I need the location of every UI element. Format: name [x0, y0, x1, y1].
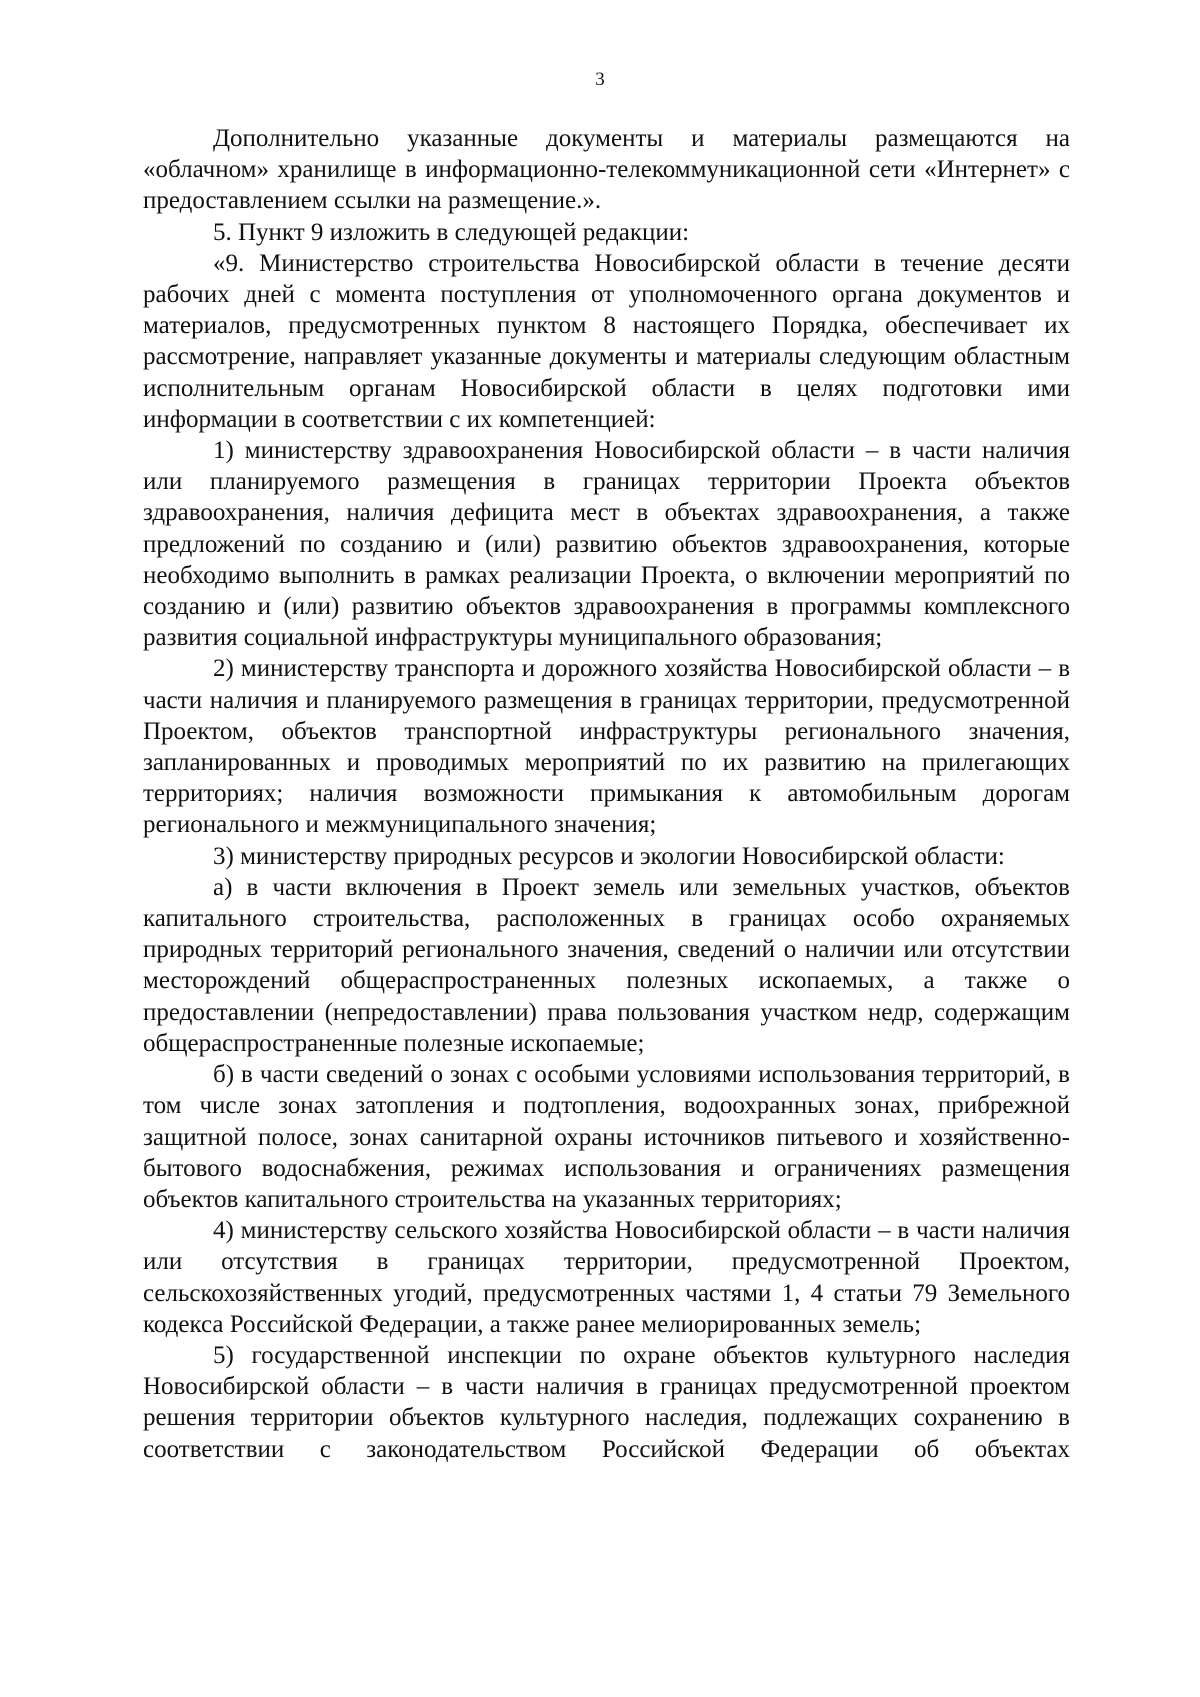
paragraph-subitem-2: 2) министерству транспорта и дорожного хозяйства Новосибирской области – в части наличия и планируемого размещения в границах территории, предусмотренной Проектом, объектов транспортной инфраструктуры регионального значения, запланированных и проводимых мероприятий по их развитию на прилегающих территориях; наличия возможности примыкания к автомобильным дорогам регионального и межмуниципального значения;	[143, 655, 1070, 839]
paragraph-additional-materials: Дополнительно указанные документы и материалы размещаются на «облачном» хранилище в информационно-телекоммуникационной сети «Интернет» с предоставлением ссылки на размещение.».	[143, 125, 1070, 215]
paragraph-clause-9: «9. Министерство строительства Новосибирской области в течение десяти рабочих дней с момента поступления от уполномоченного органа документов и материалов, предусмотренных пунктом 8 настоящего Порядка, обеспечивает их рассмотрение, направляет указанные документы и материалы следующим областным исполнительным органам Новосибирской области в целях подготовки ими информации в соответствии с их компетенцией:	[143, 249, 1070, 433]
paragraph-subitem-4: 4) министерству сельского хозяйства Новосибирской области – в части наличия или отсутствия в границах территории, предусмотренной Проектом, сельскохозяйственных угодий, предусмотренных частями 1, 4 статьи 79 Земельного кодекса Российской Федерации, а также ранее мелиорированных земель;	[143, 1217, 1070, 1338]
page-number: 3	[595, 69, 605, 90]
paragraph-subitem-3a: а) в части включения в Проект земель или земельных участков, объектов капитального строительства, расположенных в границах особо охраняемых природных территорий регионального значения, сведений о наличии или отсутствии месторождений общераспространенных полезных ископаемых, а также о предоставлении (непредоставлении) права пользования участком недр, содержащим общераспространенные полезные ископаемые;	[143, 873, 1070, 1057]
paragraph-subitem-3b: б) в части сведений о зонах с особыми условиями использования территорий, в том числе зонах затопления и подтопления, водоохранных зонах, прибрежной защитной полосе, зонах санитарной охраны источников питьевого и хозяйственно-бытового водоснабжения, режимах использования и ограничениях размещения объектов капитального строительства на указанных территориях;	[143, 1061, 1070, 1213]
document-body	[143, 123, 1070, 1465]
paragraph-subitem-3: 3) министерству природных ресурсов и экологии Новосибирской области:	[213, 842, 1005, 870]
paragraph-subitem-5: 5) государственной инспекции по охране объектов культурного наследия Новосибирской области – в части наличия в границах предусмотренной проектом решения территории объектов культурного наследия, подлежащих сохранению в соответствии с законодательством Российской Федерации об объектах	[143, 1341, 1070, 1463]
paragraph-subitem-1: 1) министерству здравоохранения Новосибирской области – в части наличия или планируемого размещения в границах территории Проекта объектов здравоохранения, наличия дефицита мест в объектах здравоохранения, а также предложений по созданию и (или) развитию объектов здравоохранения, которые необходимо выполнить в рамках реализации Проекта, о включении мероприятий по созданию и (или) развитию объектов здравоохранения в программы комплексного развития социальной инфраструктуры муниципального образования;	[143, 437, 1070, 652]
paragraph-item-5: 5. Пункт 9 изложить в следующей редакции:	[213, 218, 690, 246]
